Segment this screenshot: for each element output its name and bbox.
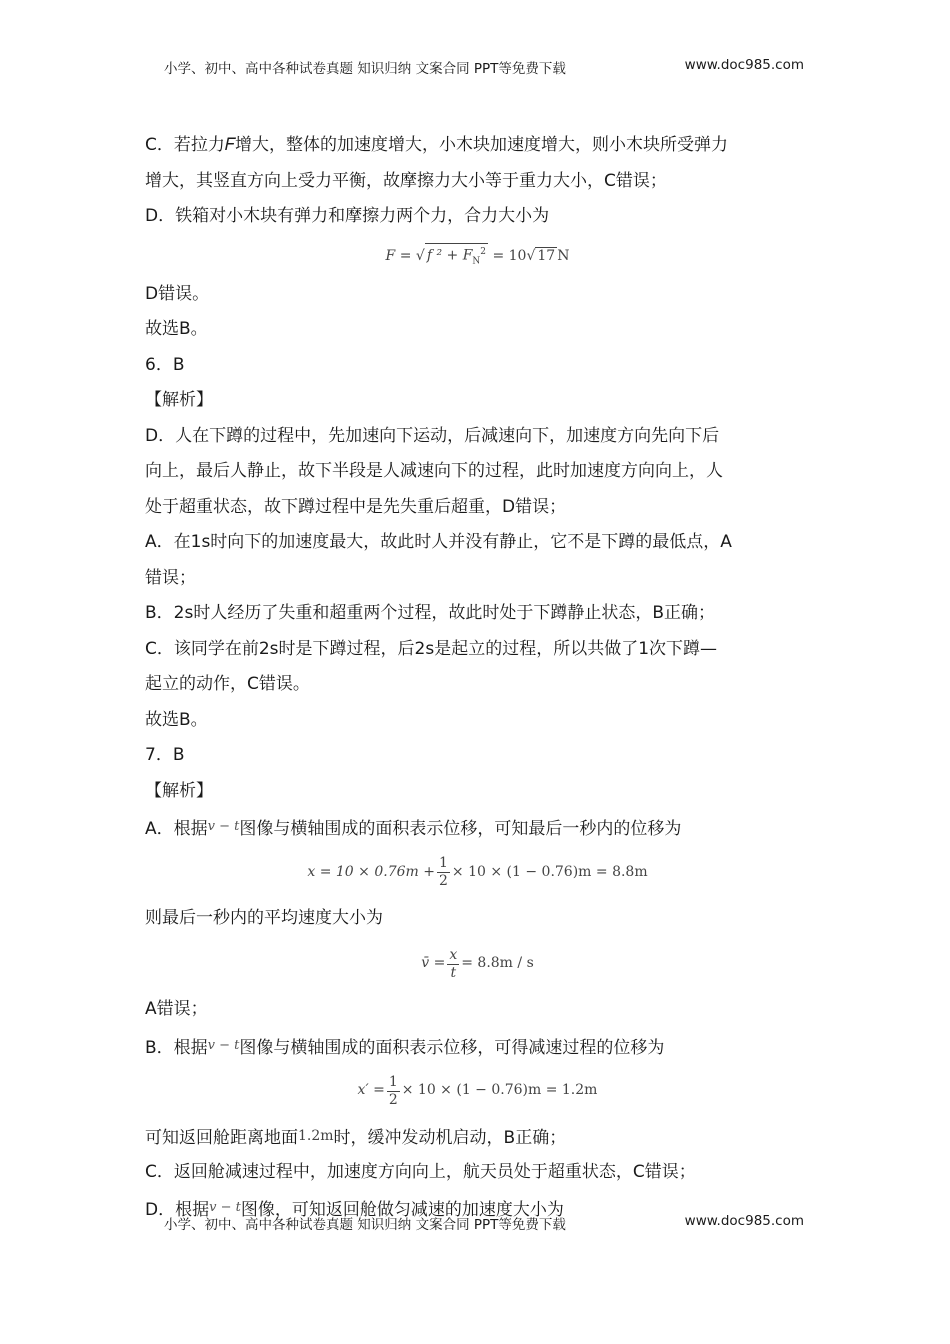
fraction-half: $\frac{1}{2}$ — [388, 1073, 398, 1108]
header-url: www.doc985.com — [684, 57, 804, 73]
page-header — [164, 57, 804, 77]
text-line: 起立的动作，C错误。 — [145, 674, 310, 694]
equation-displacement: x = 10 × 0.76m + $\frac{1}{2}$ × 10 × (1 − 0.76)m = 8.8m — [307, 855, 648, 889]
page-footer — [164, 1213, 804, 1233]
analysis-heading: 【解析】 — [145, 780, 213, 801]
document-body — [145, 128, 810, 1226]
text-line: 则最后一秒内的平均速度大小为 — [145, 907, 383, 928]
footer-text: 小学、初中、高中各种试卷真题 知识归纳 文案合同 PPT等免费下载 — [164, 1217, 566, 1233]
text-line: B．根据$^{v - t}$图像与横轴围成的面积表示位移，可得减速过程的位移为 — [145, 1037, 665, 1058]
text-line: D．铁箱对小木块有弹力和摩擦力两个力，合力大小为 — [145, 206, 550, 226]
text-line: 错误； — [145, 567, 196, 588]
text-line: 增大，其竖直方向上受力平衡，故摩擦力大小等于重力大小，C错误； — [145, 170, 667, 191]
fraction-x-over-t: $\frac{x}{t}$ — [449, 946, 458, 981]
vt-symbol: v − t — [209, 1200, 241, 1215]
text-line: A．在1s时向下的加速度最大，故此时人并没有静止，它不是下蹲的最低点，A — [145, 532, 732, 552]
text-line: C．该同学在前2s时是下蹲过程，后2s是起立的过程，所以共做了1次下蹲— — [145, 638, 718, 659]
vt-symbol: v − t — [207, 1037, 240, 1053]
text-line: A错误； — [145, 999, 208, 1019]
text-line: 可知返回舱距离地面1.2m时，缓冲发动机启动，B正确； — [145, 1128, 567, 1148]
fraction-half: $\frac{1}{2}$ — [438, 855, 448, 889]
text-line: 故选B。 — [145, 709, 208, 730]
text-line: A．根据$^{v - t}$图像与横轴围成的面积表示位移，可知最后一秒内的位移为 — [145, 819, 682, 839]
text-line: D．根据$^{v - t}$图像，可知返回舱做匀减速的加速度大小为 — [145, 1200, 564, 1220]
equation-deceleration-displacement: x′ = $\frac{1}{2}$ × 10 × (1 − 0.76)m = 1.2m — [357, 1073, 598, 1108]
text-line: B．2s时人经历了失重和超重两个过程，故此时处于下蹲静止状态，B正确； — [145, 603, 715, 623]
equation-resultant-force: F = √ f $^2 + F_N^2 = 10√$ 17 N — [145, 235, 810, 277]
text-line: 处于超重状态，故下蹲过程中是先失重后超重，D错误； — [145, 496, 567, 517]
vt-symbol: v − t — [207, 819, 240, 834]
text-line: C．返回舱减速过程中，加速度方向向上，航天员处于超重状态，C错误； — [145, 1161, 696, 1182]
text-line: 向上，最后人静止，故下半段是人减速向下的过程，此时加速度方向向上，人 — [145, 461, 723, 481]
question-number: 7．B — [145, 745, 185, 765]
footer-url: www.doc985.com — [684, 1213, 804, 1229]
header-text: 小学、初中、高中各种试卷真题 知识归纳 文案合同 PPT等免费下载 — [164, 61, 566, 77]
height-value: 1.2m — [298, 1128, 334, 1144]
text-line: D．人在下蹲的过程中，先加速向下运动，后减速向下，加速度方向先向下后 — [145, 425, 720, 446]
text-line: C．若拉力𝐹增大，整体的加速度增大，小木块加速度增大，则小木块所受弹力 — [145, 135, 729, 155]
analysis-heading: 【解析】 — [145, 390, 213, 410]
equation-average-velocity: v̄ = $\frac{x}{t}$ = 8.8m / s — [421, 946, 534, 981]
text-line: 故选B。 — [145, 319, 208, 339]
text-line: D错误。 — [145, 283, 210, 304]
question-number: 6．B — [145, 354, 185, 375]
